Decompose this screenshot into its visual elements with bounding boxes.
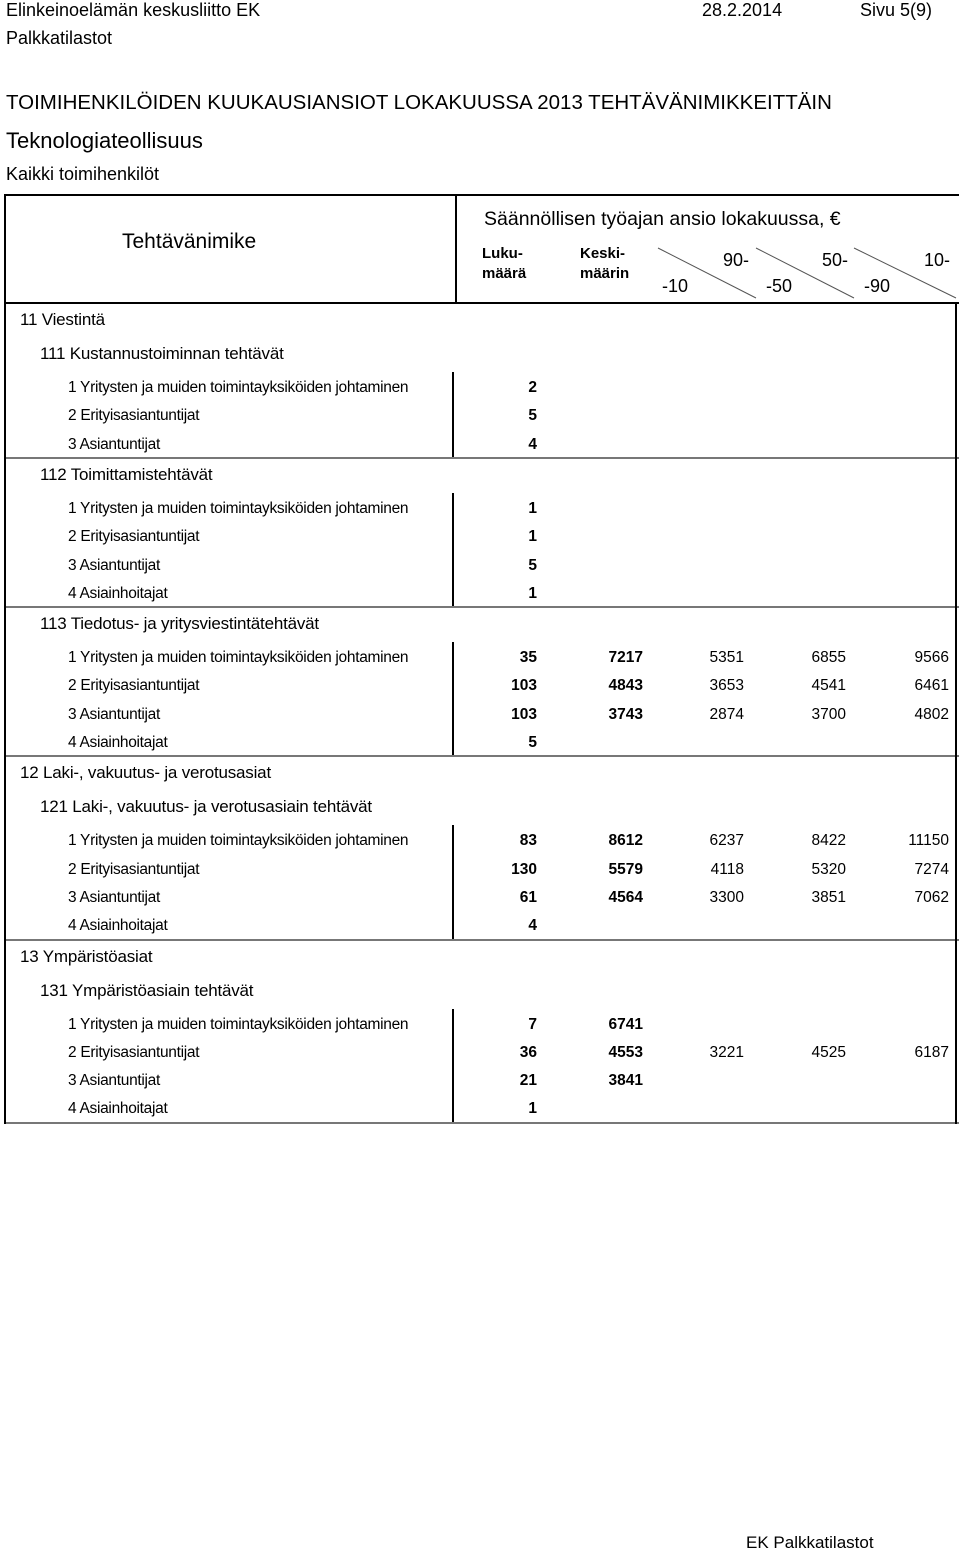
count-cell: 103 [511, 677, 537, 695]
job-title-cell: 1 Yritysten ja muiden toimintayksiköiden johtaminen [68, 832, 409, 850]
count-cell: 5 [528, 556, 537, 574]
table-left-border [4, 304, 6, 1124]
table-row [0, 912, 960, 940]
job-title-cell: 2 Erityisasiantuntijat [68, 1043, 200, 1061]
table-right-border [955, 304, 957, 1124]
table-row [0, 1067, 960, 1095]
group-label: 13 Ympäristöasiat [20, 946, 153, 966]
block-rule [4, 755, 959, 757]
percentile-50-top: 90- [723, 250, 750, 270]
count-cell: 1 [528, 528, 537, 546]
count-cell: 1 [528, 499, 537, 517]
table-row [0, 1039, 960, 1067]
page-number: Sivu 5(9) [860, 0, 933, 20]
p10-cell: 4118 [710, 860, 744, 878]
mean-cell: 7217 [608, 649, 643, 667]
p50-cell: 5320 [811, 860, 846, 878]
p10-cell: 3653 [709, 677, 744, 695]
table-row [0, 374, 960, 402]
industry-title: Teknologiateollisuus [6, 128, 203, 153]
p90-cell: 11150 [908, 832, 949, 850]
p50-cell: 6855 [811, 649, 846, 667]
table-row [0, 1011, 960, 1039]
group-label: 11 Viestintä [20, 310, 105, 329]
count-cell: 1 [528, 1100, 537, 1118]
report-date: 28.2.2014 [702, 0, 783, 20]
table-row [0, 644, 960, 672]
p90-cell: 9566 [914, 649, 949, 667]
p50-cell: 8422 [811, 832, 846, 850]
p90-cell: 6187 [914, 1043, 949, 1061]
table-row [0, 856, 960, 884]
p50-cell: 3700 [811, 705, 846, 723]
count-cell: 83 [519, 832, 537, 850]
subgroup-label: 121 Laki-, vakuutus- ja verotusasiain tehtävät [40, 797, 372, 817]
subgroup-label: 131 Ympäristöasiain tehtävät [40, 980, 254, 1000]
percentile-last-top: 10- [924, 250, 951, 270]
count-cell: 5 [528, 734, 537, 751]
job-title-cell: 2 Erityisasiantuntijat [68, 407, 200, 425]
mean-cell: 5579 [608, 860, 643, 878]
mean-cell: 6741 [608, 1015, 643, 1033]
header-bottom-rule [4, 302, 959, 304]
p90-cell: 7062 [914, 888, 949, 906]
table-row [0, 402, 960, 430]
count-cell: 35 [519, 649, 537, 667]
count-cell: 61 [519, 888, 537, 906]
job-title-cell: 3 Asiantuntijat [68, 556, 161, 574]
job-title-cell: 3 Asiantuntijat [68, 1072, 161, 1090]
scope-title: Kaikki toimihenkilöt [6, 164, 160, 184]
table-row [0, 552, 960, 580]
p50-cell: 4541 [811, 677, 846, 695]
table-row [0, 1095, 960, 1123]
p10-cell: 3221 [709, 1043, 744, 1061]
percentile-90-top: 50- [822, 250, 849, 270]
p50-cell: 3851 [811, 888, 846, 906]
job-title-cell: 4 Asiainhoitajat [68, 917, 168, 935]
percentile-10-header: -10 [662, 276, 689, 296]
column-divider [452, 1009, 454, 1124]
table-row [0, 523, 960, 551]
mean-cell: 3743 [608, 705, 643, 723]
mean-cell: 4564 [608, 888, 643, 906]
p50-cell: 4525 [811, 1043, 846, 1061]
job-title-cell: 2 Erityisasiantuntijat [68, 860, 200, 878]
job-title-cell: 3 Asiantuntijat [68, 888, 161, 906]
count-cell: 7 [528, 1015, 537, 1033]
p90-cell: 4802 [914, 705, 949, 723]
column-divider [452, 642, 454, 757]
page-title: TOIMIHENKILÖIDEN KUUKAUSIANSIOT LOKAKUUSSA 2013 TEHTÄVÄNIMIKKEITTÄIN [6, 91, 832, 114]
p10-cell: 6237 [709, 832, 744, 850]
subgroup-label: 111 Kustannustoiminnan tehtävät [40, 344, 284, 363]
p10-cell: 2874 [709, 705, 744, 723]
organization-name: Elinkeinoelämän keskusliitto EK [6, 0, 261, 20]
job-title-cell: 1 Yritysten ja muiden toimintayksiköiden johtaminen [68, 1015, 409, 1033]
earnings-group-header: Säännöllisen työajan ansio lokakuussa, € [484, 208, 841, 230]
job-title-cell: 2 Erityisasiantuntijat [68, 677, 200, 695]
count-cell: 21 [519, 1072, 537, 1090]
job-title-cell: 4 Asiainhoitajat [68, 584, 168, 602]
block-rule [4, 606, 959, 608]
job-title-cell: 4 Asiainhoitajat [68, 1100, 168, 1118]
table-row [0, 884, 960, 912]
p10-cell: 3300 [709, 888, 744, 906]
group-label: 12 Laki-, vakuutus- ja verotusasiat [20, 763, 271, 783]
job-title-cell: 1 Yritysten ja muiden toimintayksiköiden johtaminen [68, 379, 409, 396]
count-cell: 4 [528, 917, 537, 935]
count-cell: 103 [511, 705, 537, 723]
table-row [0, 672, 960, 700]
subgroup-label: 113 Tiedotus- ja yritysviestintätehtävät [40, 614, 319, 634]
job-title-cell: 1 Yritysten ja muiden toimintayksiköiden johtaminen [68, 649, 409, 667]
count-cell: 36 [519, 1043, 537, 1061]
table-row [0, 729, 960, 757]
percentile-diagonals [656, 246, 960, 300]
table-row [0, 495, 960, 523]
percentile-90-header: -90 [864, 276, 891, 296]
count-cell: 5 [528, 407, 537, 425]
count-cell: 4 [528, 435, 537, 453]
mean-cell: 4553 [608, 1043, 643, 1061]
block-rule [4, 1122, 959, 1124]
job-title-cell: 4 Asiainhoitajat [68, 734, 168, 751]
percentile-50-header: -50 [766, 276, 793, 296]
column-divider [452, 825, 454, 940]
mean-header: Keski- määrin [580, 245, 630, 282]
p10-cell: 5351 [709, 649, 744, 667]
count-header: Luku- määrä [482, 245, 527, 282]
job-title-cell: 3 Asiantuntijat [68, 705, 161, 723]
table-row [0, 580, 960, 608]
column-divider [452, 493, 454, 608]
job-title-cell: 2 Erityisasiantuntijat [68, 528, 200, 546]
table-row [0, 431, 960, 459]
job-title-cell: 3 Asiantuntijat [68, 435, 161, 453]
block-rule [4, 939, 959, 941]
job-title-header: Tehtävänimike [122, 230, 257, 253]
header-divider [455, 196, 457, 302]
subgroup-label: 112 Toimittamistehtävät [40, 464, 213, 484]
column-divider [452, 372, 454, 459]
mean-cell: 4843 [608, 677, 643, 695]
count-cell: 1 [528, 584, 537, 602]
p90-cell: 7274 [914, 860, 949, 878]
mean-cell: 8612 [608, 832, 643, 850]
job-title-cell: 1 Yritysten ja muiden toimintayksiköiden johtaminen [68, 499, 409, 517]
block-rule [4, 457, 959, 459]
count-cell: 130 [511, 860, 537, 878]
table-row [0, 827, 960, 855]
report-series: Palkkatilastot [6, 28, 113, 48]
p90-cell: 6461 [914, 677, 949, 695]
table-row [0, 701, 960, 729]
mean-cell: 3841 [608, 1072, 643, 1090]
page-footer: EK Palkkatilastot [746, 1533, 874, 1552]
count-cell: 2 [528, 379, 537, 396]
table-header [4, 194, 959, 304]
